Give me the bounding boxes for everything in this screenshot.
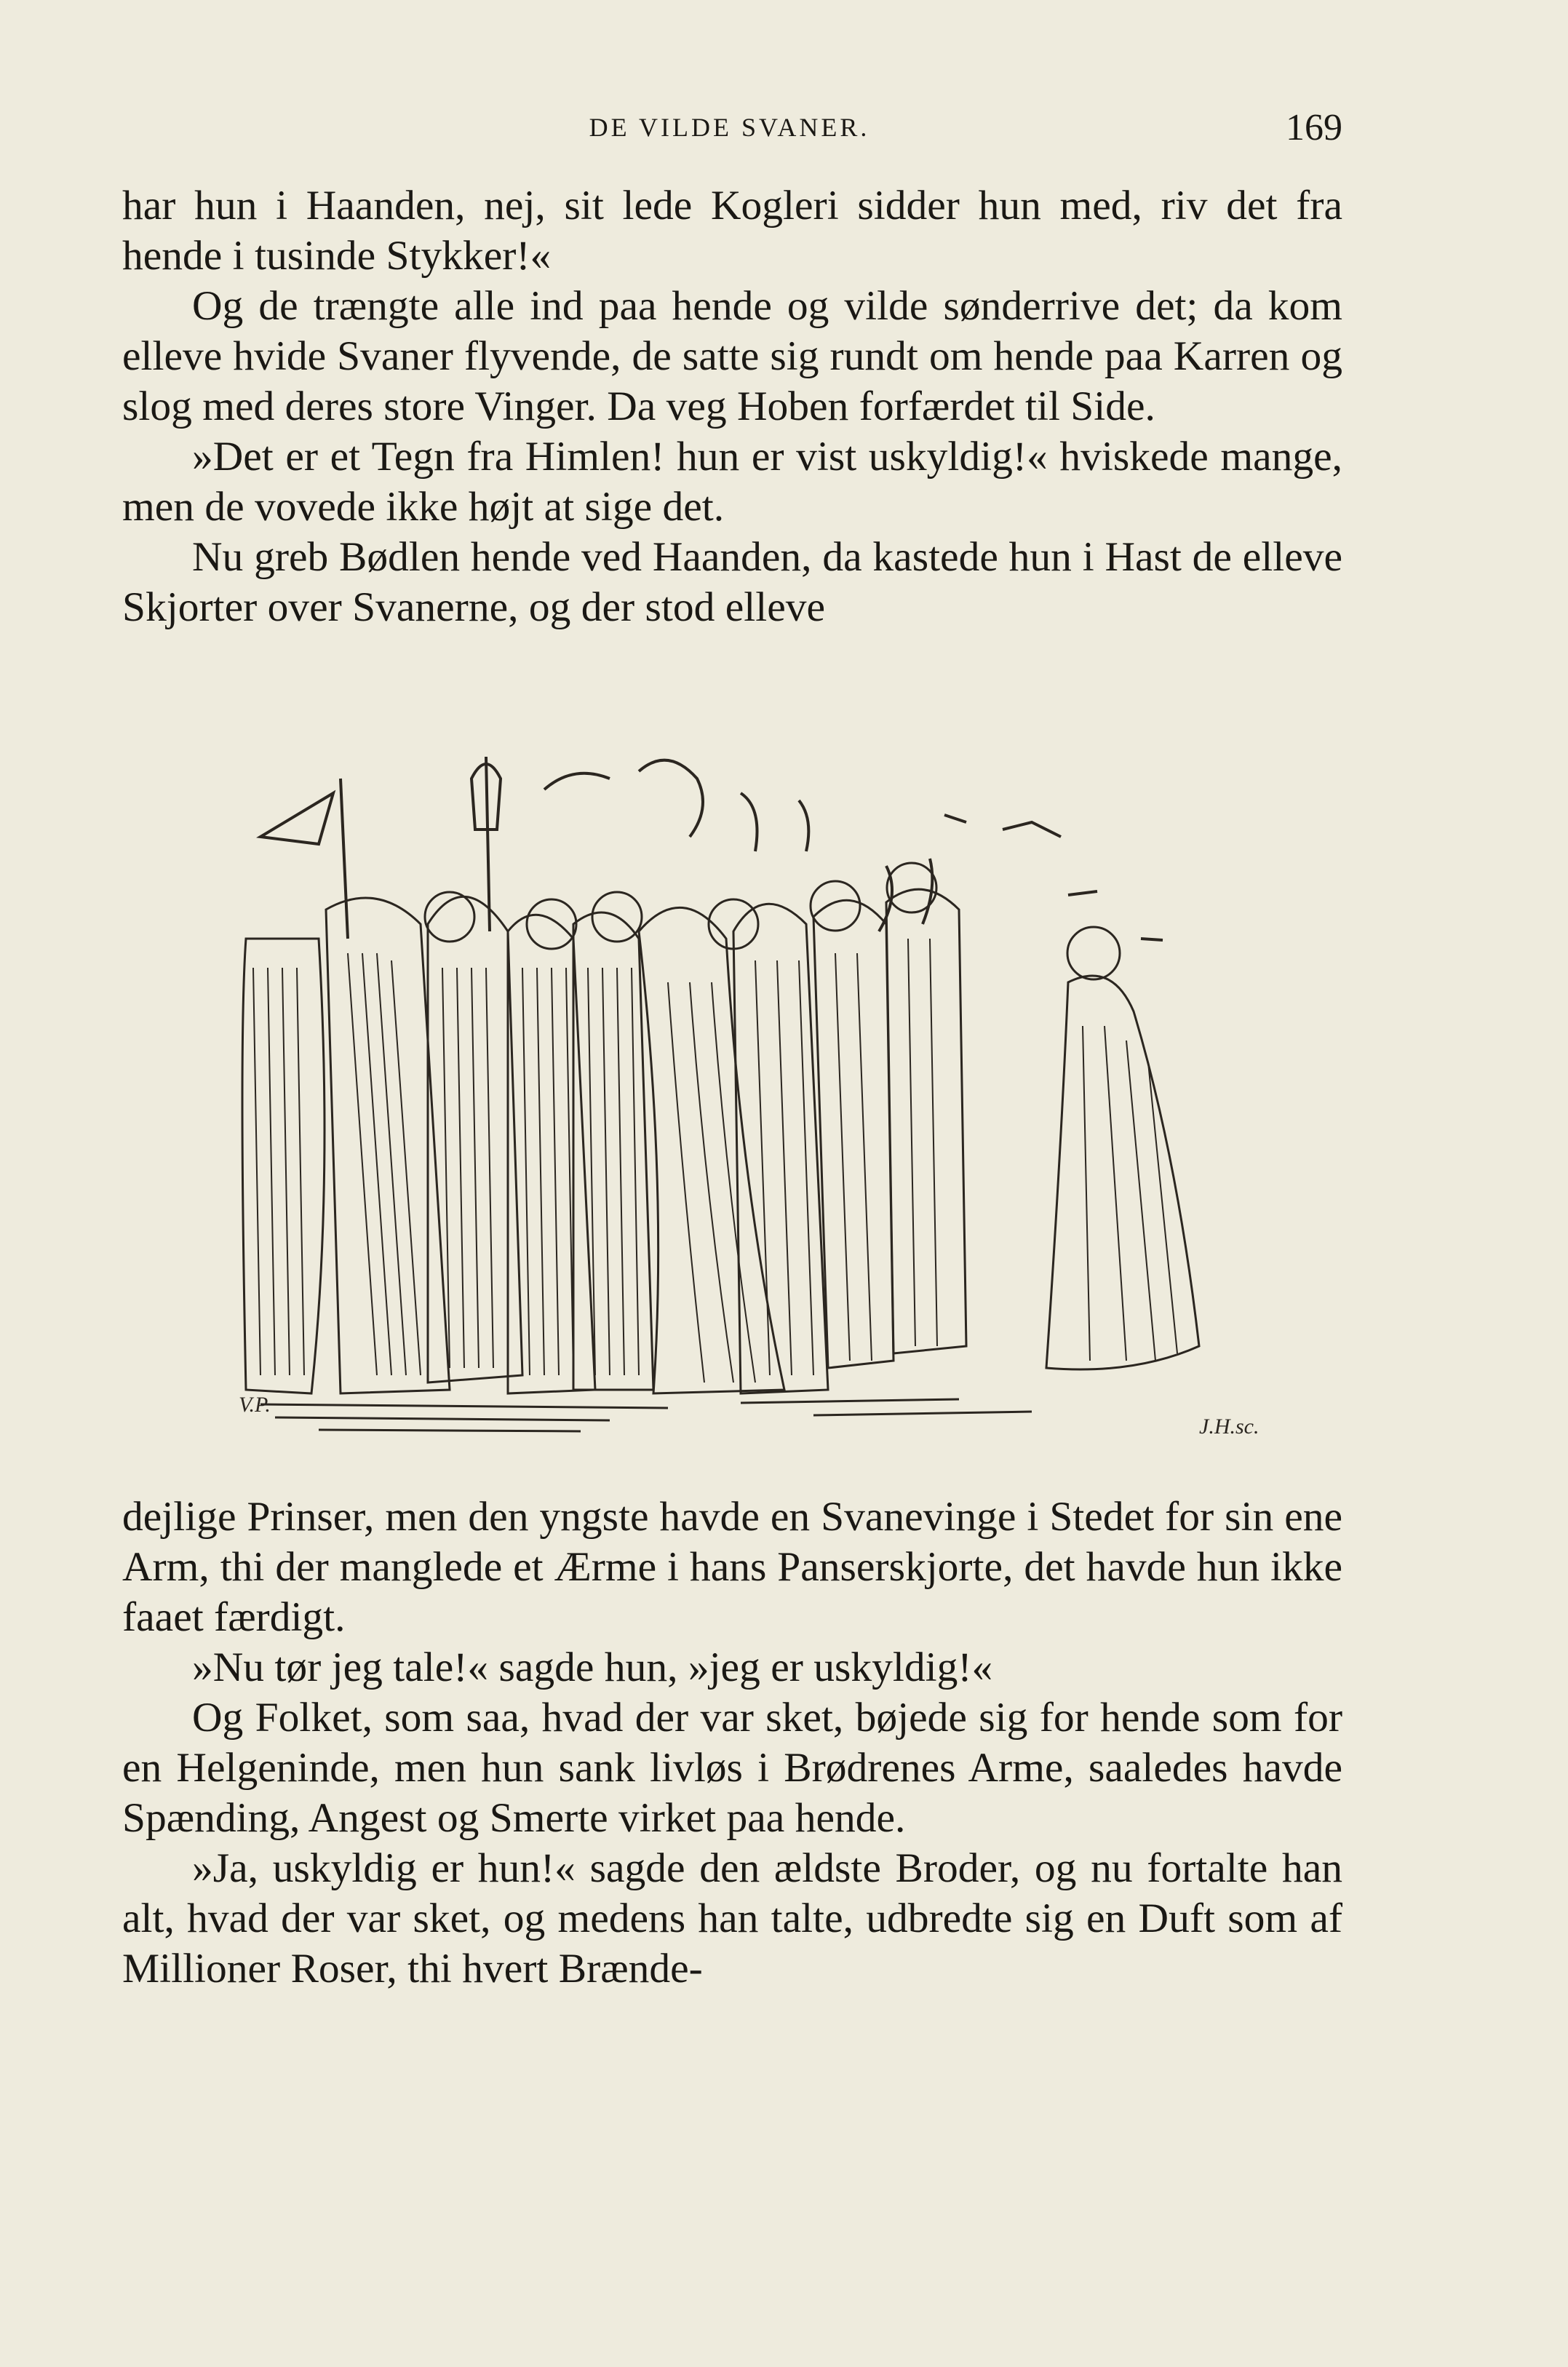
page-number: 169 xyxy=(1286,107,1342,148)
paragraph: Og de trængte alle ind paa hende og vilde sønderrive det; da kom elleve hvide Svaner flyvende, de satte sig rundt om hende paa Karren og slog med deres store Vinger. Da veg Hoben forfærdet til Side. xyxy=(122,283,1342,429)
artist-signature-right: J.H.sc. xyxy=(1199,1415,1259,1439)
paragraph: »Nu tør jeg tale!« sagde hun, »jeg er uskyldig!« xyxy=(192,1644,993,1690)
text-block-bottom xyxy=(122,1492,1342,1994)
text-block-top xyxy=(122,180,1342,632)
artist-signature-left: V.P. xyxy=(239,1393,271,1417)
running-title: DE VILDE SVANER. xyxy=(589,113,870,142)
paragraph: har hun i Haanden, nej, sit lede Kogleri sidder hun med, riv det fra hende i tusinde Stykker!« xyxy=(122,183,1342,279)
paragraph: Og Folket, som saa, hvad der var sket, bøjede sig for hende som for en Helgeninde, men hun sank livløs i Brødrenes Arme, saaledes havde Spænding, Angest og Smerte virket paa hende. xyxy=(122,1695,1342,1841)
paragraph: »Ja, uskyldig er hun!« sagde den ældste Broder, og nu fortalte han alt, hvad der var sket, og medens han talte, udbredte sig en Duft som af Millioner Roser, thi hvert Brænde- xyxy=(122,1845,1342,1992)
engraving-crowd-scene-icon xyxy=(231,749,1283,1452)
paragraph: Nu greb Bødlen hende ved Haanden, da kastede hun i Hast de elleve Skjorter over Svanerne, og der stod elleve xyxy=(122,534,1342,630)
page-header xyxy=(116,109,1342,153)
paragraph: »Det er et Tegn fra Himlen! hun er vist uskyldig!« hviskede mange, men de vovede ikke højt at sige det. xyxy=(122,434,1342,530)
paragraph: dejlige Prinser, men den yngste havde en Svanevinge i Stedet for sin ene Arm, thi der manglede et Ærme i hans Panserskjorte, det havde hun ikke faaet færdigt. xyxy=(122,1494,1342,1640)
